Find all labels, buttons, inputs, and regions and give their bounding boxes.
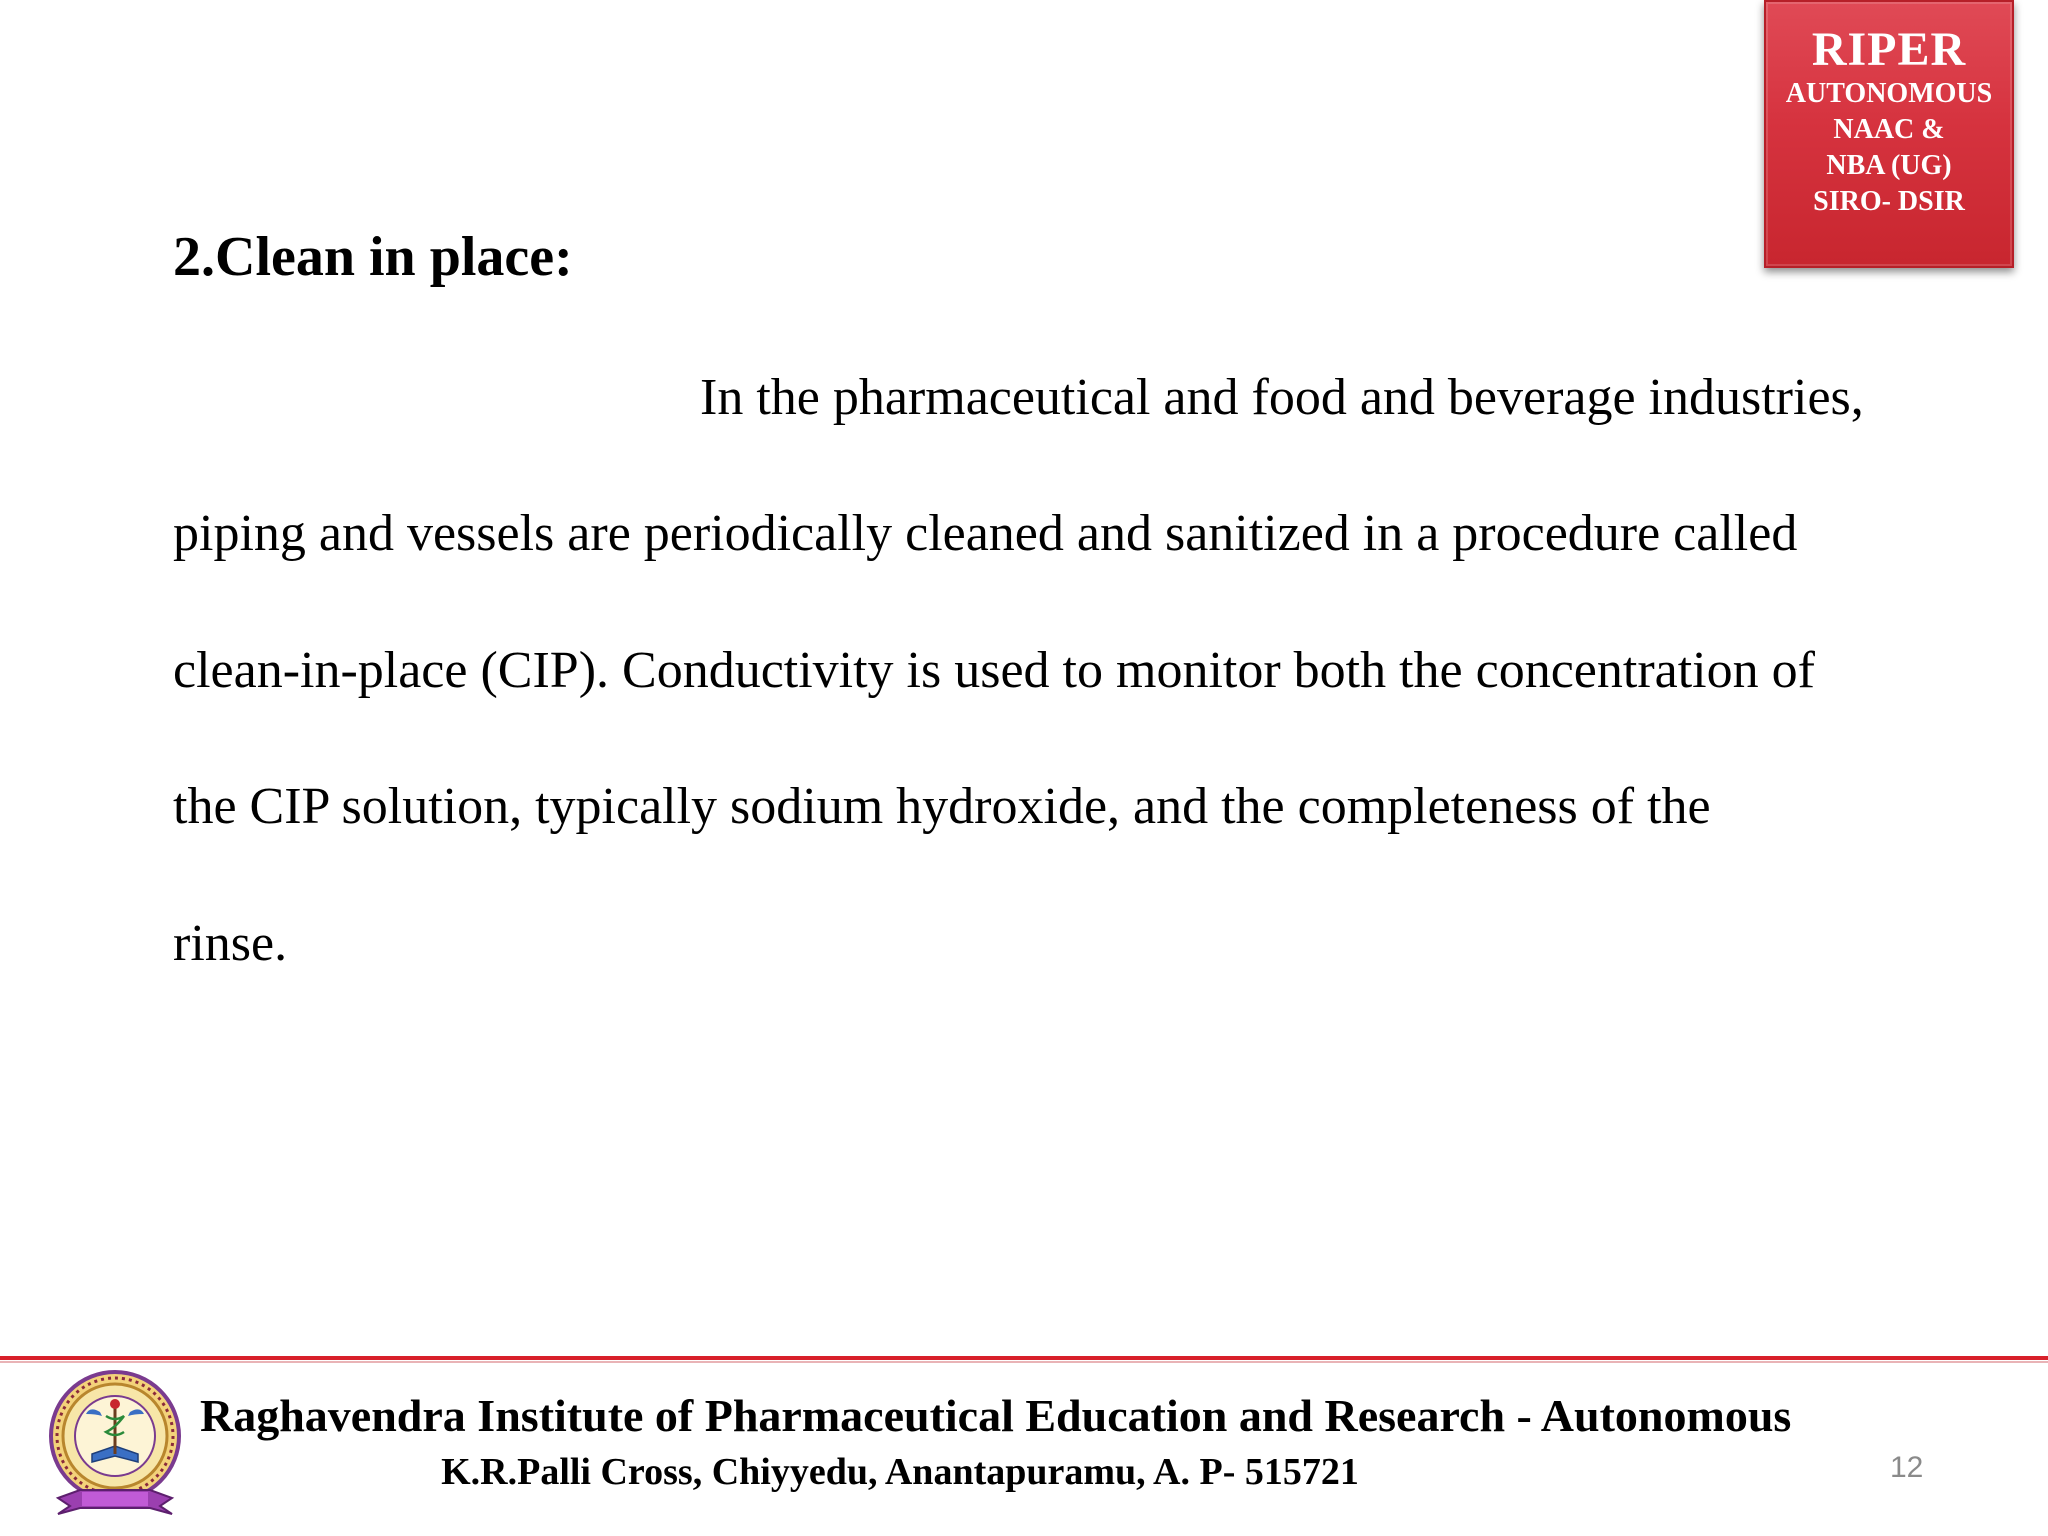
paragraph-line-5: rinse. (173, 915, 288, 972)
badge-title: RIPER (1811, 23, 1967, 76)
page-number: 12 (1890, 1451, 1924, 1484)
accreditation-badge (1764, 0, 2014, 268)
badge-line-siro: SIRO- DSIR (1813, 186, 1965, 217)
paragraph-line-2: piping and vessels are periodically cleaned and sanitized in a procedure called (173, 505, 1798, 562)
footer-divider-shadow (0, 1361, 2048, 1363)
paragraph-line-3: clean-in-place (CIP). Conductivity is used to monitor both the concentration of (173, 642, 1815, 699)
paragraph-line-1: In the pharmaceutical and food and beverage industries, (700, 369, 1864, 426)
badge-line-naac: NAAC & (1833, 114, 1945, 145)
paragraph-line-4: the CIP solution, typically sodium hydroxide, and the completeness of the (173, 778, 1711, 835)
slide-heading: 2.Clean in place: (173, 226, 573, 288)
badge-line-nba: NBA (UG) (1826, 150, 1952, 181)
footer-divider (0, 1356, 2048, 1360)
institute-emblem-icon (40, 1366, 190, 1526)
footer-address: K.R.Palli Cross, Chiyyedu, Anantapuramu, A. P- 515721 (441, 1451, 1359, 1493)
footer-institute-name: Raghavendra Institute of Pharmaceutical Education and Research - Autonomous (200, 1390, 1792, 1441)
badge-line-autonomous: AUTONOMOUS (1785, 78, 1993, 109)
